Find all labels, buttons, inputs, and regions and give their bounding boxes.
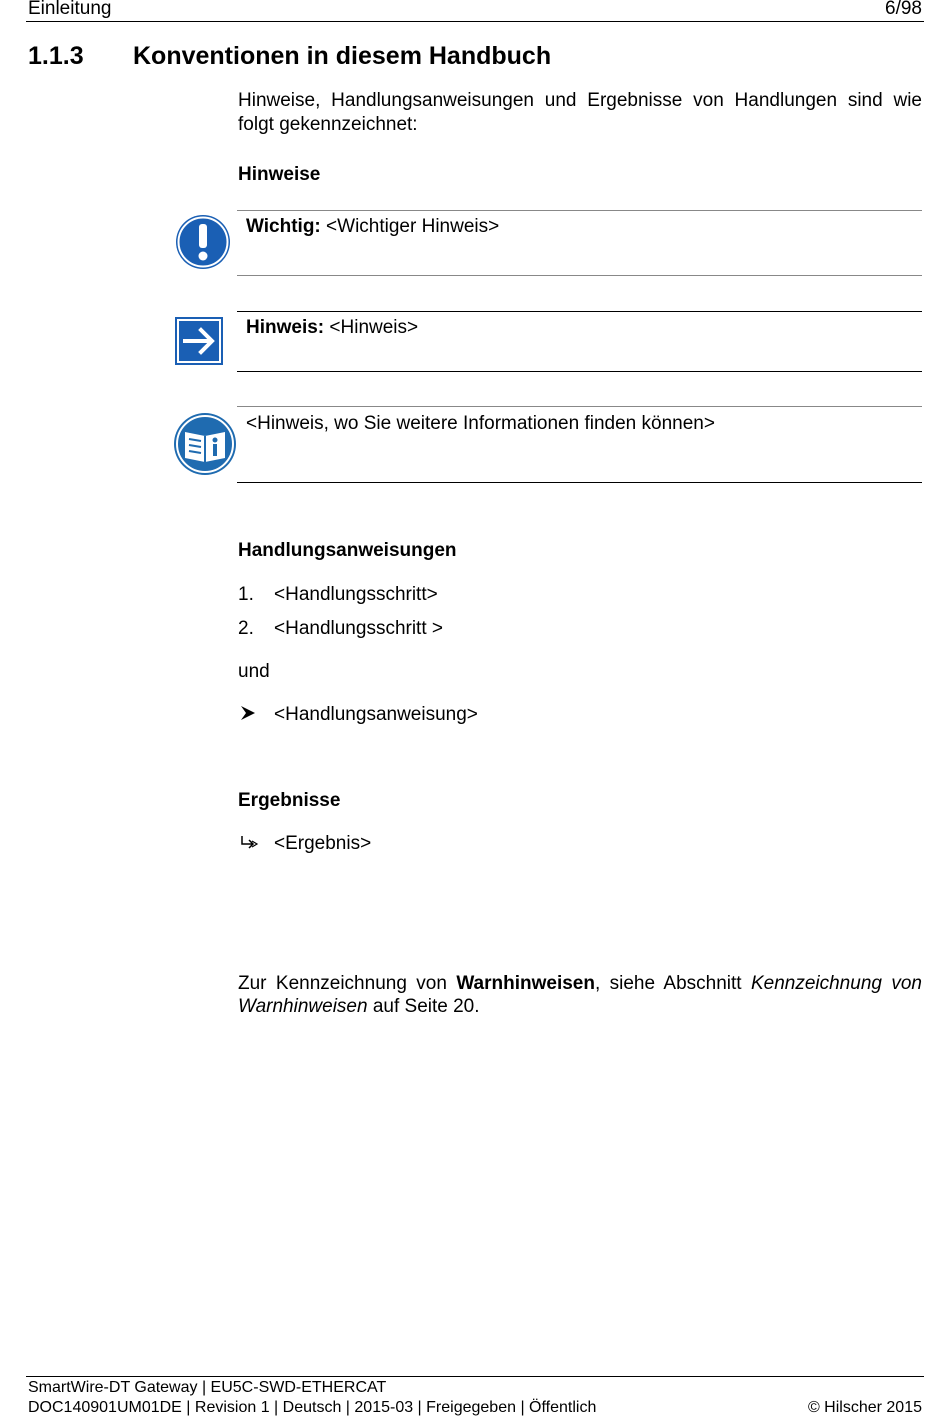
step-1-number: 1.	[238, 584, 254, 605]
footer-product: SmartWire-DT Gateway | EU5C-SWD-ETHERCAT	[28, 1379, 387, 1396]
footer-divider	[26, 1376, 924, 1377]
arrow-right-icon	[175, 317, 223, 370]
footer-document-info: DOC140901UM01DE | Revision 1 | Deutsch | 2015-03 | Freigegeben | Öffentlich	[28, 1399, 597, 1416]
step-2-text: <Handlungsschritt >	[274, 618, 443, 639]
important-note-bottom-rule	[237, 275, 922, 276]
info-note-top-rule	[237, 406, 922, 407]
hint-note-text: <Hinweis>	[329, 317, 419, 338]
result-text: <Ergebnis>	[274, 833, 372, 854]
intro-paragraph: Hinweise, Handlungsanweisungen und Ergebnisse von Handlungen sind wie folgt gekennzeichnet:	[238, 90, 922, 135]
step-1-text: <Handlungsschritt>	[274, 584, 438, 605]
important-note-text: <Wichtiger Hinweis>	[326, 216, 500, 237]
hint-note	[246, 317, 418, 339]
hinweise-heading: Hinweise	[238, 164, 321, 185]
step-2-number: 2.	[238, 618, 254, 639]
info-note-text: <Hinweis, wo Sie weitere Informationen finden können>	[246, 413, 715, 434]
hint-note-top-rule	[237, 311, 922, 312]
section-number: 1.1.3	[28, 42, 84, 70]
hint-note-label: Hinweis:	[246, 317, 325, 338]
closing-link[interactable]: Kennzeichnung von Warnhinweisen	[238, 973, 922, 1017]
header-section: Einleitung	[28, 0, 112, 19]
arrow-bullet-icon	[240, 705, 256, 726]
exclamation-icon	[174, 213, 232, 276]
handlung-heading: Handlungsanweisungen	[238, 540, 457, 561]
important-note-top-rule	[237, 210, 922, 211]
important-note	[246, 216, 499, 238]
important-note-label: Wichtig:	[246, 216, 321, 237]
and-text: und	[238, 661, 270, 682]
warning-reference-paragraph	[238, 972, 922, 1018]
info-note-bottom-rule	[237, 482, 922, 483]
header-page-number: 6/98	[885, 0, 922, 19]
closing-pre: Zur Kennzeichnung von	[238, 973, 457, 994]
closing-post: auf Seite 20.	[367, 996, 480, 1017]
closing-mid: , siehe Abschnitt	[594, 973, 751, 994]
header-divider	[26, 21, 924, 22]
result-arrow-icon	[240, 835, 260, 858]
closing-bold: Warnhinweisen	[456, 973, 595, 994]
footer-copyright: © Hilscher 2015	[807, 1399, 922, 1416]
instruction-text: <Handlungsanweisung>	[274, 704, 478, 725]
hint-note-bottom-rule	[237, 371, 922, 372]
ergebnisse-heading: Ergebnisse	[238, 790, 341, 811]
manual-info-icon	[173, 412, 237, 481]
section-title: Konventionen in diesem Handbuch	[133, 42, 552, 70]
